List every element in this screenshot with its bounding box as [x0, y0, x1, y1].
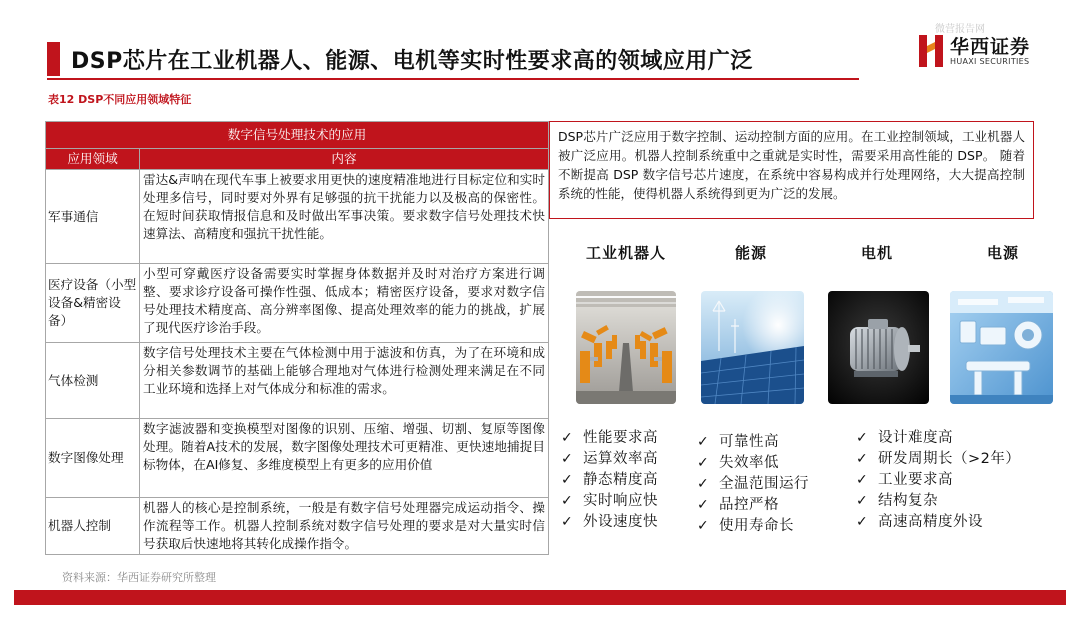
list-item — [697, 432, 809, 453]
list-item — [561, 512, 658, 533]
source-note: 资料来源：华西证券研究所整理 — [62, 571, 216, 584]
column-header-content: 内容 — [140, 149, 549, 170]
feature-list-industrial-robot — [561, 428, 658, 533]
feature-text: 品控严格 — [719, 497, 779, 513]
list-item — [856, 491, 1020, 512]
list-item — [697, 453, 809, 474]
logo-name-cn: 华西证券 — [950, 36, 1031, 58]
checkmark-icon: ✓ — [697, 518, 710, 534]
medical-equipment-image — [950, 291, 1053, 404]
feature-text: 设计难度高 — [878, 430, 953, 446]
feature-text: 使用寿命长 — [719, 518, 794, 534]
feature-text: 静态精度高 — [583, 472, 658, 488]
huaxi-logo-icon — [918, 32, 946, 68]
feature-text: 实时响应快 — [583, 493, 658, 509]
table-cell-content: 数字滤波器和变换模型对图像的识别、压缩、增强、切割、复原等图像处理。随着A技术的发展，数字图像处理技术可更精准、更快速地捕捉目标物体，在AI修复、多维度模型上有更多的应用价值 — [140, 419, 549, 498]
table-title-row — [46, 122, 549, 149]
feature-text: 运算效率高 — [583, 451, 658, 467]
list-item — [856, 512, 1020, 533]
table-cell-field: 医疗设备（小型设备&精密设备） — [46, 264, 140, 343]
checkmark-icon: ✓ — [561, 430, 574, 446]
feature-text: 可靠性高 — [719, 434, 779, 450]
column-header-field: 应用领域 — [46, 149, 140, 170]
table-title: 数字信号处理技术的应用 — [46, 122, 549, 149]
list-item — [561, 491, 658, 512]
company-logo — [918, 32, 1048, 72]
feature-text: 失效率低 — [719, 455, 779, 471]
title-underline — [47, 78, 859, 80]
table-row — [46, 419, 549, 498]
table-cell-field: 机器人控制 — [46, 498, 140, 555]
table-cell-content: 雷达&声呐在现代车事上被要求用更快的速度精准地进行目标定位和实时处理多信号，同时要对外界有足够强的抗干扰能力以及极高的保密性。在短时间获取情报信息和及时做出军事决策。要求数字信号处理技术快速算法、高精度和强抗干扰性能。 — [140, 170, 549, 264]
table-cell-content: 数字信号处理技术主要在气体检测中用于滤波和仿真，为了在环境和成分相关参数调节的基础上能够合理地对气体进行检测处理来满足在不同工业环境和选择上对气体成分和标准的需求。 — [140, 343, 549, 419]
solar-energy-image — [701, 291, 804, 404]
checkmark-icon: ✓ — [856, 472, 869, 488]
logo-name-en: HUAXI SECURITIES — [950, 57, 1030, 66]
feature-list-motor — [856, 428, 1020, 533]
list-item — [697, 495, 809, 516]
callout-box: DSP芯片广泛应用于数字控制、运动控制方面的应用。在工业控制领域，工业机器人被广泛应用。机器人控制系统重中之重就是实时性，需要采用高性能的 DSP。 随着不断提高 DSP 数字信号芯片速度，在系统中容易构成并行处理网络，大大提高控制系统的性能，使得机器人系统得到更为广泛的发展。 — [549, 121, 1034, 219]
industrial-robot-image — [576, 291, 676, 404]
table-cell-content: 小型可穿戴医疗设备需要实时掌握身体数据并及时对治疗方案进行调整、要求诊疗设备可操作性强、低成本；精密医疗设备，要求对数字信号处理技术精度高、高分辨率图像、提高处理效率的能力的挑战，扩展了现代医疗诊治手段。 — [140, 264, 549, 343]
table-caption: 表12 DSP不同应用领域特征 — [48, 93, 192, 106]
feature-text: 研发周期长（>2年） — [878, 451, 1021, 467]
feature-text: 外设速度快 — [583, 514, 658, 530]
table-row — [46, 343, 549, 419]
category-label-energy: 能源 — [735, 244, 768, 262]
checkmark-icon: ✓ — [856, 430, 869, 446]
checkmark-icon: ✓ — [697, 434, 710, 450]
table-row — [46, 264, 549, 343]
category-label-motor: 电机 — [861, 244, 894, 262]
category-label-industrial-robot: 工业机器人 — [586, 244, 667, 262]
title-bar — [47, 42, 859, 80]
dsp-application-table — [45, 121, 549, 555]
feature-text: 工业要求高 — [878, 472, 953, 488]
table-cell-content: 机器人的核心是控制系统，一般是有数字信号处理器完成运动指令、操作流程等工作。机器人控制系统对数字信号处理的要求是对大量实时信号获取后快速地将其转化成操作指令。 — [140, 498, 549, 555]
table-cell-field: 气体检测 — [46, 343, 140, 419]
watermark: 微营报告网 — [935, 24, 985, 35]
checkmark-icon: ✓ — [561, 493, 574, 509]
checkmark-icon: ✓ — [856, 493, 869, 509]
page-title: DSP芯片在工业机器人、能源、电机等实时性要求高的领域应用广泛 — [71, 49, 753, 74]
checkmark-icon: ✓ — [561, 514, 574, 530]
checkmark-icon: ✓ — [856, 451, 869, 467]
list-item — [856, 449, 1020, 470]
list-item — [697, 474, 809, 495]
electric-motor-image — [828, 291, 929, 404]
title-accent — [47, 42, 60, 76]
table-header-row — [46, 149, 549, 170]
bottom-bar — [14, 590, 1066, 605]
category-label-power: 电源 — [987, 244, 1020, 262]
checkmark-icon: ✓ — [561, 451, 574, 467]
table-cell-field: 军事通信 — [46, 170, 140, 264]
table-row — [46, 170, 549, 264]
feature-list-energy — [697, 432, 809, 537]
feature-text: 结构复杂 — [878, 493, 938, 509]
checkmark-icon: ✓ — [856, 514, 869, 530]
checkmark-icon: ✓ — [697, 476, 710, 492]
list-item — [561, 470, 658, 491]
feature-text: 高速高精度外设 — [878, 514, 983, 530]
list-item — [856, 428, 1020, 449]
table-row — [46, 498, 549, 555]
list-item — [561, 428, 658, 449]
checkmark-icon: ✓ — [697, 455, 710, 471]
list-item — [561, 449, 658, 470]
list-item — [697, 516, 809, 537]
table-cell-field: 数字图像处理 — [46, 419, 140, 498]
checkmark-icon: ✓ — [697, 497, 710, 513]
feature-text: 性能要求高 — [583, 430, 658, 446]
feature-text: 全温范围运行 — [719, 476, 809, 492]
checkmark-icon: ✓ — [561, 472, 574, 488]
list-item — [856, 470, 1020, 491]
